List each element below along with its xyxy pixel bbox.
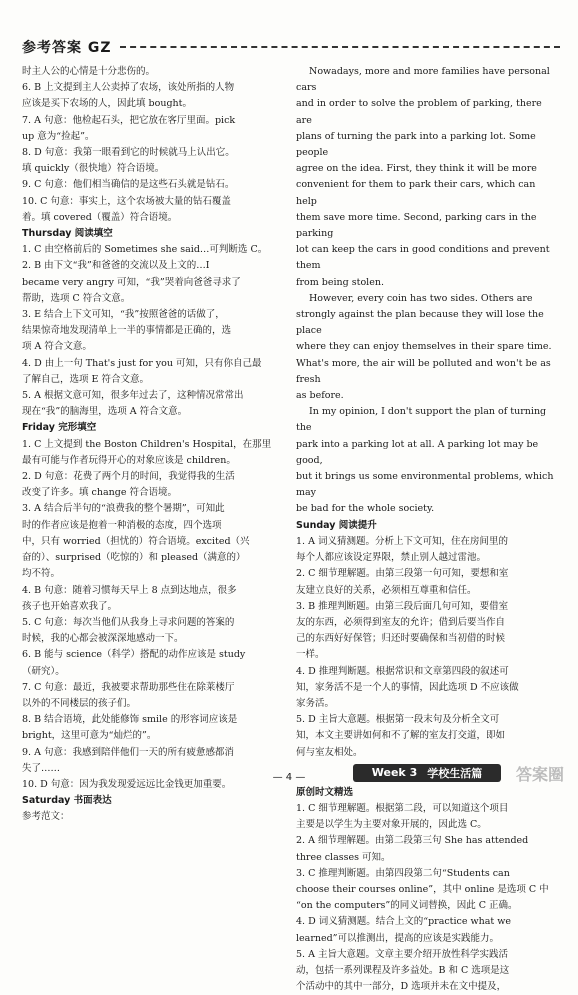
answer-line: 个活动中的其中一部分，D 选项并未在文中提及，	[296, 981, 507, 993]
header-divider	[120, 46, 560, 48]
answer-line: 9. A 句意：我感到陪伴他们一天的所有疲惫感都消	[22, 746, 234, 758]
essay-line: Nowadays, more and more families have personal cars	[296, 66, 550, 94]
answer-line: 5. C 句意：每次当他们从我身上寻求问题的答案的	[22, 616, 235, 628]
essay-line: What's more, the air will be polluted and won't be as fresh	[296, 357, 551, 385]
answer-line: 了解自己，选项 E 符合文意。	[22, 373, 149, 385]
answer-line: choose their courses online”，其中 online 是选项 C 中	[296, 883, 549, 895]
week-number: Week 3	[371, 766, 418, 780]
left-column	[22, 64, 279, 823]
answer-line: 知，本文主要讲如何和不了解的室友打交道，即如	[296, 730, 506, 742]
answer-line: 应该是买下农场的人，因此填 bought。	[22, 98, 192, 110]
answer-line: 时的作者应该是抱着一种消极的态度，四个选项	[22, 519, 222, 531]
watermark: 答案圈	[515, 765, 564, 784]
section-heading-sunday: Sunday 阅读提升	[296, 519, 377, 531]
answer-line: 失了……	[22, 762, 61, 774]
header-title: 参考答案 GZ	[22, 40, 112, 56]
section-heading-original: 原创时文精选	[296, 786, 354, 798]
essay-line: where they can enjoy themselves in their spare time.	[296, 341, 552, 353]
essay-line: from being stolen.	[296, 276, 384, 288]
answer-line: 现在“我”的脑海里，选项 A 符合文意。	[22, 406, 188, 418]
answer-line: 以外的不同楼层的孩子们。	[22, 697, 137, 709]
answer-line: 友建立良好的关系，必须相互尊重和信任。	[296, 584, 477, 596]
answer-line: 3. E 结合上下文可知，“我”按照爸爸的话做了，	[22, 309, 225, 321]
answer-line: 最有可能与作者玩得开心的对象应该是 children。	[22, 454, 236, 466]
essay-line: park into a parking lot at all. A parking lot may be good,	[296, 438, 539, 466]
answer-line: 4. D 由上一句 That's just for you 可知，只有你自己最	[22, 357, 262, 369]
answer-line: （研究）。	[22, 665, 65, 677]
essay-line: convenient for them to park their cars, which can help	[296, 179, 536, 207]
answer-line: 动，包括一系列课程及许多益处。B 和 C 选项是这	[296, 964, 510, 976]
answer-line: 4. B 句意：随着习惯每天早上 8 点到达地点，很多	[22, 584, 237, 596]
answer-line: 5. D 主旨大意题。根据第一段末句及分析全文可	[296, 714, 500, 726]
essay-line: as before.	[296, 390, 344, 402]
essay-line: but it brings us some environmental problems, which may	[296, 471, 554, 499]
answer-line: 友的东西，必须得到室友的允许；借到后要当作自	[296, 616, 506, 628]
answer-line: 7. A 句意：他检起石头，把它放在客厅里面。pick	[22, 114, 236, 126]
answer-line: 8. B 结合语境，此处能修饰 smile 的形容词应该是	[22, 714, 238, 726]
text-line: 参考范文：	[22, 811, 70, 823]
essay-line: them save more time. Second, parking cars in the parking	[296, 211, 537, 240]
answer-line: 10. C 句意：事实上，这个农场被大量的钻石覆盖	[22, 195, 231, 207]
essay-line: strongly against the plan because they will lose the place	[296, 309, 544, 337]
answer-line: 3. A 结合后半句的“浪费我的整个暑期”，可知此	[22, 503, 225, 515]
answer-line: 9. C 句意：他们相当确信的是这些石头就是钻石。	[22, 179, 235, 191]
answer-line: 2. A 细节理解题。由第二段第三句 She has attended	[296, 835, 529, 847]
answer-line: bright，这里可意为“灿烂的”。	[22, 730, 157, 742]
answer-line: 4. D 词义猜测题。结合上文的“practice what we	[296, 916, 512, 928]
week-title: 学校生活篇	[427, 766, 483, 780]
answer-line: 奋的）、surprised（吃惊的）和 pleased（满意的）	[22, 552, 246, 564]
answer-line: 结果惊奇地发现清单上一半的事情都是正确的，选	[22, 325, 232, 337]
answer-line: 项 A 符合文意。	[22, 341, 92, 353]
answer-line: 一样。	[296, 649, 325, 661]
answer-line: 改变了许多。填 change 符合语境。	[22, 487, 177, 499]
answer-line: 5. A 根据文意可知，很多年过去了，这种情况常常出	[22, 390, 244, 402]
essay-line: be bad for the whole society.	[296, 503, 435, 515]
section-heading-thursday: Thursday 阅读填空	[22, 228, 113, 240]
essay-line: In my opinion, I don't support the plan of turning the	[296, 406, 547, 434]
answer-line: 8. D 句意：我第一眼看到它的时候就马上认出它。	[22, 147, 235, 159]
answer-line: 2. D 句意：花费了两个月的时间，我觉得我的生活	[22, 471, 235, 483]
essay-line: lot can keep the cars in good conditions and prevent them	[296, 244, 550, 272]
answer-line: “on the computers”的同义词替换，因此 C 正确。	[296, 900, 518, 912]
answer-line: up 意为“捡起”。	[22, 130, 95, 142]
essay-line: plans of turning the park into a parking lot. Some people	[296, 130, 536, 159]
answer-line: 1. C 细节理解题。根据第二段，可以知道这个项目	[296, 802, 509, 814]
answer-line: 1. C 由空格前后的 Sometimes she said…可判断选 C。	[22, 244, 268, 256]
answer-line: 2. B 由下文“我”和爸爸的交流以及上文的…I	[22, 260, 210, 272]
essay-line: However, every coin has two sides. Others are	[309, 292, 533, 304]
answer-line: 3. C 推理判断题。由第四段第二句“Students can	[296, 867, 510, 879]
answer-line: 均不符。	[22, 568, 61, 580]
essay-line: agree on the idea. First, they think it will be more	[296, 163, 537, 175]
answer-line: 3. B 推理判断题。由第三段后面几句可知，要借室	[296, 600, 509, 612]
page-number: — 4 —	[272, 772, 306, 783]
answer-line: three classes 可知。	[296, 851, 391, 863]
answer-line: 中，只有 worried（担忧的）符合语境。excited（兴	[22, 535, 250, 547]
answer-line: 主要是以学生为主要对象开展的，因此选 C。	[296, 819, 487, 831]
answer-line: 孩子也开始喜欢我了。	[22, 600, 118, 612]
answer-line: 己的东西好好保管；归还时要确保和当初借的时候	[296, 633, 506, 645]
answer-line: 填 quickly（很快地）符合语境。	[22, 163, 165, 175]
answer-line: 每个人都应该设定界限，禁止别人越过雷池。	[296, 552, 487, 564]
answer-line: 时候，我的心都会被深深地感动一下。	[22, 633, 184, 645]
answer-line: 7. C 句意：最近，我被要求帮助那些住在除莱楼厅	[22, 681, 235, 693]
answer-line: 1. A 词义猜测题。分析上下文可知，住在房间里的	[296, 535, 508, 547]
text-line: 时主人公的心情是十分悲伤的。	[22, 66, 156, 77]
answer-line: 6. B 能与 science（科学）搭配的动作应该是 study	[22, 649, 246, 661]
page-header	[22, 36, 560, 58]
answer-line: 1. C 上文提到 the Boston Children's Hospital，在那里	[22, 438, 272, 450]
answer-line: 5. A 主旨大意题。文章主要介绍开放性科学实践活	[296, 948, 508, 960]
answer-line: 2. C 细节理解题。由第三段第一句可知，要想和室	[296, 568, 509, 580]
answer-line: 家务活。	[296, 697, 335, 709]
answer-line: learned”可以推测出，提高的应该是实践能力。	[296, 932, 500, 944]
answer-line: 知，家务活不是一个人的事情，因此选项 D 不应该做	[296, 681, 519, 693]
answer-line: 4. D 推理判断题。根据常识和文章第四段的叙述可	[296, 665, 509, 677]
section-heading-saturday: Saturday 书面表达	[22, 795, 112, 807]
essay-line: and in order to solve the problem of parking, there are	[296, 98, 542, 126]
answer-line: 帮助，选项 C 符合文意。	[22, 292, 131, 304]
answer-line: 10. D 句意：因为我发现爱远远比金钱更加重要。	[22, 778, 232, 790]
answer-line: 着。填 covered（覆盖）符合语境。	[22, 211, 178, 223]
answer-line: 何与室友相处。	[296, 746, 363, 758]
answer-line: 6. B 上文提到主人公卖掉了农场，该处所指的人物	[22, 82, 235, 94]
answer-line: became very angry 可知，“我”哭着向爸爸寻求了	[22, 276, 241, 288]
section-heading-friday: Friday 完形填空	[22, 422, 97, 434]
